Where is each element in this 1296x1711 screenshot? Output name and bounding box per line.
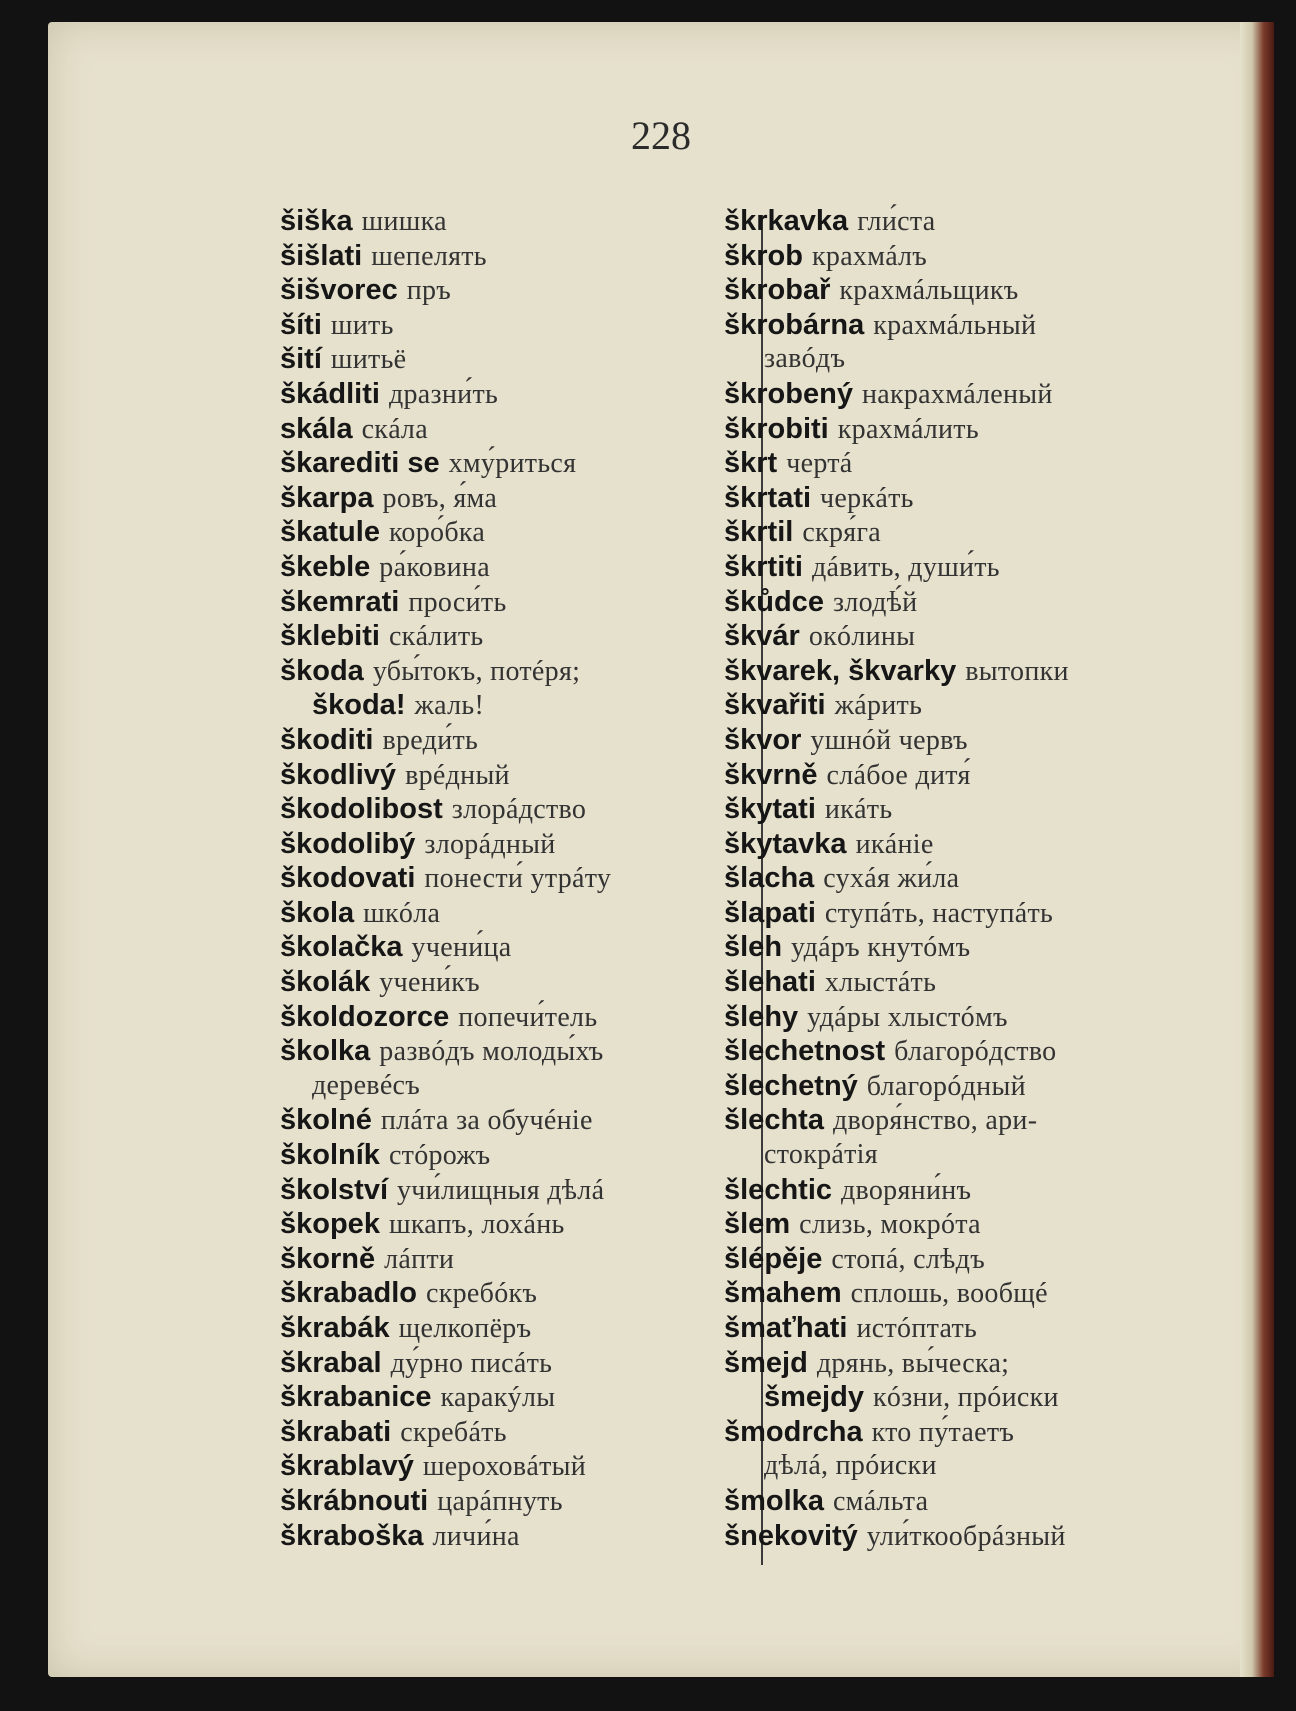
entry-headword: škrtil xyxy=(724,516,794,549)
entry-translation: врéдный xyxy=(405,759,510,791)
dictionary-entry xyxy=(280,1415,750,1450)
entry-headword: škraboška xyxy=(280,1519,424,1552)
entry-translation: шитьё xyxy=(330,344,407,376)
entry-headword: šmejdy xyxy=(764,1381,864,1414)
entry-translation: кóзни, прóиски xyxy=(872,1382,1059,1414)
dictionary-entry xyxy=(280,239,750,274)
entry-translation: ду́рно писáть xyxy=(390,1347,553,1379)
entry-headword: školák xyxy=(280,966,371,999)
dictionary-entry xyxy=(280,861,750,896)
dictionary-entry xyxy=(280,758,750,793)
entry-translation: щелкопёръ xyxy=(398,1313,532,1344)
dictionary-entry xyxy=(724,861,1194,896)
entry-translation: стокрáтія xyxy=(764,1139,878,1171)
dictionary-entry xyxy=(280,585,750,620)
dictionary-entry xyxy=(724,1138,1194,1173)
entry-headword: šišlati xyxy=(280,239,363,272)
entry-headword: šlechetný xyxy=(724,1069,858,1102)
entry-translation: плáта за обучéніе xyxy=(380,1105,593,1137)
entry-headword: škoda! xyxy=(312,689,406,722)
dictionary-entry xyxy=(280,515,750,550)
dictionary-entry xyxy=(724,308,1194,343)
dictionary-entry xyxy=(280,896,750,931)
entry-headword: škoda xyxy=(280,654,364,687)
entry-headword: škvor xyxy=(724,723,802,756)
entry-translation: дразни́ть xyxy=(388,378,499,410)
dictionary-entry xyxy=(280,308,750,343)
entry-translation: жаль! xyxy=(414,690,485,722)
entry-headword: škrkavka xyxy=(724,205,849,237)
entry-translation: ра́ковина xyxy=(379,551,490,583)
entry-translation: хлыстáть xyxy=(824,967,937,999)
left-column xyxy=(280,204,750,1553)
dictionary-entry xyxy=(280,1103,750,1138)
dictionary-entry xyxy=(724,204,1194,239)
dictionary-entry xyxy=(724,1103,1194,1138)
dictionary-entry xyxy=(724,619,1194,654)
dictionary-entry xyxy=(724,273,1194,308)
dictionary-entry xyxy=(280,619,750,654)
dictionary-entry xyxy=(724,1034,1194,1069)
entry-headword: šití xyxy=(280,343,322,376)
entry-translation: дворя́нство, ари- xyxy=(832,1105,1038,1137)
entry-translation: крахмáлить xyxy=(837,413,979,445)
entry-headword: škádliti xyxy=(280,377,380,410)
entry-headword: šleh xyxy=(724,931,783,964)
entry-translation: учени́къ xyxy=(379,967,480,999)
entry-headword: šlapati xyxy=(724,896,816,929)
entry-translation: крахмáльщикъ xyxy=(839,275,1019,307)
entry-headword: škrabal xyxy=(280,1346,382,1379)
dictionary-entry xyxy=(724,965,1194,1000)
entry-headword: škemrati xyxy=(280,585,400,618)
dictionary-entry xyxy=(724,377,1194,412)
entry-headword: škorně xyxy=(280,1242,376,1275)
entry-translation: благорóдство xyxy=(894,1036,1057,1068)
entry-translation: злорáдный xyxy=(424,828,556,860)
entry-headword: škodovati xyxy=(280,862,416,895)
dictionary-entry xyxy=(724,239,1194,274)
entry-headword: šlechtic xyxy=(724,1173,832,1206)
entry-translation: дворяни́нъ xyxy=(841,1174,972,1206)
entry-headword: škvrně xyxy=(724,758,818,791)
dictionary-entry xyxy=(280,550,750,585)
entry-headword: šiška xyxy=(280,205,353,237)
dictionary-entry xyxy=(280,827,750,862)
dictionary-entry xyxy=(280,273,750,308)
dictionary-entry xyxy=(280,377,750,412)
right-column xyxy=(724,204,1194,1553)
dictionary-entry xyxy=(724,1380,1194,1415)
dictionary-entry xyxy=(280,1207,750,1242)
entry-headword: šišvorec xyxy=(280,274,398,307)
dictionary-entry xyxy=(280,1311,750,1346)
entry-translation: шепелять xyxy=(371,240,487,272)
dictionary-entry xyxy=(280,1346,750,1381)
entry-headword: škodolibost xyxy=(280,793,443,826)
dictionary-entry xyxy=(280,1484,750,1519)
dictionary-entry xyxy=(724,1346,1194,1381)
entry-headword: škoditi xyxy=(280,723,374,756)
dictionary-entry xyxy=(724,792,1194,827)
entry-headword: škrabák xyxy=(280,1312,390,1344)
entry-translation: крахмáльный xyxy=(873,309,1037,341)
entry-translation: учени́ца xyxy=(411,932,512,964)
entry-translation: черкáть xyxy=(820,482,914,514)
entry-headword: šlechta xyxy=(724,1104,824,1137)
entry-translation: хму́риться xyxy=(448,448,577,480)
dictionary-entry xyxy=(280,1380,750,1415)
dictionary-entry xyxy=(280,204,750,239)
entry-translation: ступáть, наступáть xyxy=(824,897,1054,929)
dictionary-entry xyxy=(280,481,750,516)
dictionary-entry xyxy=(724,1484,1194,1519)
dictionary-entry xyxy=(724,723,1194,758)
dictionary-entry xyxy=(724,1173,1194,1208)
entry-headword: šlehy xyxy=(724,1000,799,1033)
entry-headword: škrobený xyxy=(724,377,853,410)
entry-headword: šlehati xyxy=(724,966,816,999)
entry-headword: škrobárna xyxy=(724,308,865,341)
entry-translation: коро́бка xyxy=(388,517,486,549)
entry-headword: škarediti se xyxy=(280,447,440,480)
dictionary-entry xyxy=(724,481,1194,516)
entry-headword: školačka xyxy=(280,931,403,964)
entry-translation: ули́ткообрáзный xyxy=(866,1520,1066,1552)
entry-headword: škůdce xyxy=(724,585,824,618)
dictionary-entry xyxy=(280,1276,750,1311)
entry-translation: ушнóй червъ xyxy=(810,724,968,756)
entry-headword: škrabati xyxy=(280,1415,392,1448)
entry-headword: šnekovitý xyxy=(724,1519,858,1552)
entry-translation: развóдъ молоды́хъ xyxy=(379,1036,604,1068)
dictionary-entry xyxy=(724,896,1194,931)
entry-translation: удáръ кнутóмъ xyxy=(791,932,971,964)
entry-headword: škeble xyxy=(280,550,371,583)
entry-translation: икáніе xyxy=(855,828,934,860)
entry-translation: шероховáтый xyxy=(422,1451,587,1483)
entry-headword: šklebiti xyxy=(280,620,380,653)
entry-headword: šlem xyxy=(724,1208,791,1241)
entry-headword: škrob xyxy=(724,239,803,272)
entry-translation: лáпти xyxy=(384,1243,455,1275)
entry-translation: шить xyxy=(330,309,394,341)
entry-translation: удáры хлыстóмъ xyxy=(807,1001,1008,1033)
dictionary-entry xyxy=(724,1000,1194,1035)
entry-translation: скáла xyxy=(361,413,428,445)
entry-translation: гли́ста xyxy=(857,206,936,237)
entry-headword: šlacha xyxy=(724,862,815,895)
dictionary-entry xyxy=(724,550,1194,585)
dictionary-entry xyxy=(724,654,1194,689)
entry-translation: стопá, слѣдъ xyxy=(831,1243,985,1275)
dictionary-entry xyxy=(280,930,750,965)
dictionary-entry xyxy=(724,412,1194,447)
entry-translation: понести́ утрáту xyxy=(424,863,612,895)
entry-headword: školství xyxy=(280,1173,388,1206)
dictionary-entry xyxy=(724,1415,1194,1450)
entry-translation: вреди́ть xyxy=(382,724,479,756)
entry-translation: икáть xyxy=(824,794,893,826)
entry-translation: каракýлы xyxy=(440,1382,556,1414)
dictionary-entry xyxy=(280,342,750,377)
dictionary-entry xyxy=(724,1311,1194,1346)
entry-headword: škvár xyxy=(724,620,800,653)
dictionary-entry xyxy=(280,1138,750,1173)
entry-headword: škodolibý xyxy=(280,827,416,860)
entry-translation: личи́на xyxy=(432,1520,520,1552)
dictionary-entry xyxy=(280,723,750,758)
entry-headword: šlechetnost xyxy=(724,1035,886,1068)
entry-headword: škytavka xyxy=(724,827,847,860)
entry-translation: слизь, мокрóта xyxy=(799,1209,981,1241)
entry-headword: škrobař xyxy=(724,274,831,307)
entry-headword: škytati xyxy=(724,793,816,826)
entry-headword: škrtiti xyxy=(724,550,803,583)
entry-translation: чертá xyxy=(786,448,853,480)
entry-headword: šmahem xyxy=(724,1277,842,1310)
entry-translation: царáпнуть xyxy=(437,1485,563,1517)
entry-headword: skála xyxy=(280,412,353,445)
entry-translation: скребáть xyxy=(400,1416,507,1448)
entry-translation: вытопки xyxy=(965,655,1069,687)
dictionary-entry xyxy=(280,1069,750,1104)
entry-headword: škvarek, škvarky xyxy=(724,654,957,687)
entry-headword: škarpa xyxy=(280,481,374,514)
entry-translation: пръ xyxy=(406,275,452,307)
dictionary-entry xyxy=(280,1034,750,1069)
entry-headword: škopek xyxy=(280,1208,380,1241)
dictionary-entry xyxy=(724,827,1194,862)
entry-translation: смáльта xyxy=(832,1485,929,1517)
dictionary-entry xyxy=(724,446,1194,481)
entry-translation: шкóла xyxy=(363,897,441,929)
entry-translation: сплошь, вообщé xyxy=(850,1278,1048,1310)
entry-translation: накрахмáленый xyxy=(861,378,1053,410)
dictionary-entry xyxy=(724,585,1194,620)
dictionary-entry xyxy=(280,1173,750,1208)
dictionary-entry xyxy=(280,688,750,723)
entry-translation: завóдъ xyxy=(764,343,846,375)
entry-headword: šmolka xyxy=(724,1484,824,1517)
entry-translation: стóрожъ xyxy=(388,1140,491,1172)
entry-translation: кто пу́таетъ xyxy=(871,1416,1015,1448)
entry-headword: škrablavý xyxy=(280,1450,414,1483)
dictionary-entry xyxy=(724,758,1194,793)
book-spine xyxy=(1240,22,1274,1677)
entry-translation: деревéсъ xyxy=(312,1069,421,1101)
entry-headword: šmodrcha xyxy=(724,1415,863,1448)
entry-headword: škrábnouti xyxy=(280,1484,429,1517)
dictionary-entry xyxy=(724,930,1194,965)
entry-translation: злорáдство xyxy=(451,794,587,826)
entry-translation: жáрить xyxy=(834,690,923,722)
entry-translation: дáвить, души́ть xyxy=(811,551,1000,583)
entry-translation: дрянь, вы́ческа; xyxy=(816,1347,1010,1379)
entry-translation: шкапъ, лохáнь xyxy=(388,1209,565,1241)
dictionary-entry xyxy=(280,654,750,689)
dictionary-entry xyxy=(724,1449,1194,1484)
page-number: 228 xyxy=(631,113,691,158)
entry-translation: попечи́тель xyxy=(458,1001,598,1033)
entry-translation: окóлины xyxy=(808,621,916,653)
entry-translation: крахмáлъ xyxy=(811,240,928,272)
entry-headword: škrabanice xyxy=(280,1381,432,1414)
dictionary-entry xyxy=(280,1519,750,1554)
entry-translation: истóптать xyxy=(856,1313,978,1344)
dictionary-entry xyxy=(280,792,750,827)
entry-headword: škrt xyxy=(724,447,778,480)
entry-headword: šmejd xyxy=(724,1346,808,1379)
dictionary-entry xyxy=(724,1276,1194,1311)
entry-translation: злодѣ́й xyxy=(832,586,918,618)
entry-headword: šlépěje xyxy=(724,1242,823,1275)
entry-headword: škatule xyxy=(280,516,380,549)
dictionary-entry xyxy=(280,446,750,481)
entry-headword: školka xyxy=(280,1035,371,1068)
dictionary-page xyxy=(48,22,1274,1677)
entry-headword: šíti xyxy=(280,308,322,341)
entry-translation: учи́лищныя дѣлá xyxy=(397,1174,605,1206)
dictionary-entry xyxy=(724,515,1194,550)
entry-headword: škrabadlo xyxy=(280,1277,417,1310)
entry-translation: благорóдный xyxy=(866,1070,1026,1102)
entry-headword: školné xyxy=(280,1104,372,1137)
entry-translation: шишка xyxy=(361,206,447,237)
dictionary-entry xyxy=(724,1207,1194,1242)
dictionary-entry xyxy=(280,965,750,1000)
entry-translation: ровъ, я́ма xyxy=(382,482,498,514)
dictionary-entry xyxy=(724,1519,1194,1554)
entry-translation: скáлить xyxy=(388,621,484,653)
dictionary-entry xyxy=(724,1069,1194,1104)
entry-headword: škrtati xyxy=(724,481,812,514)
entry-headword: škola xyxy=(280,896,355,929)
entry-translation: скря́га xyxy=(802,517,881,549)
dictionary-entry xyxy=(280,1449,750,1484)
dictionary-entry xyxy=(724,1242,1194,1277)
dictionary-entry xyxy=(280,1242,750,1277)
entry-headword: škvařiti xyxy=(724,689,826,722)
entry-translation: убы́токъ, потéря; xyxy=(372,655,581,687)
entry-headword: školdozorce xyxy=(280,1000,450,1033)
entry-headword: škrobiti xyxy=(724,412,829,445)
entry-translation: проси́ть xyxy=(408,586,507,618)
entry-headword: šmaťhati xyxy=(724,1312,848,1344)
dictionary-entry xyxy=(280,412,750,447)
dictionary-entry xyxy=(724,342,1194,377)
entry-translation: сухáя жи́ла xyxy=(823,863,960,895)
entry-translation: слáбое дитя́ xyxy=(826,759,971,791)
dictionary-entry xyxy=(280,1000,750,1035)
dictionary-entry xyxy=(724,688,1194,723)
entry-translation: скребóкъ xyxy=(426,1278,538,1310)
entry-headword: školník xyxy=(280,1139,380,1172)
entry-headword: škodlivý xyxy=(280,758,397,791)
entry-translation: дѣлá, прóиски xyxy=(764,1450,937,1482)
